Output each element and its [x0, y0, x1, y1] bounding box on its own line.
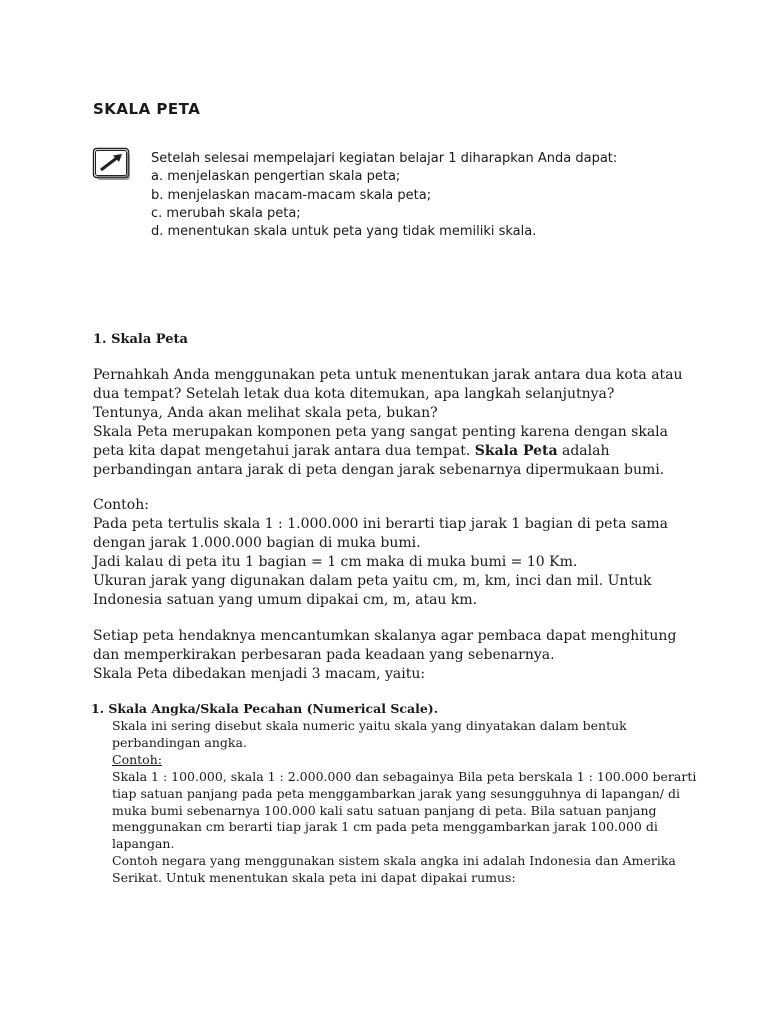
objectives-intro: Setelah selesai mempelajari kegiatan belajar 1 diharapkan Anda dapat: — [151, 151, 618, 166]
definition-post: adalah — [557, 443, 610, 460]
list-item-heading: 1. Skala Angka/Skala Pecahan (Numerical Scale). — [91, 701, 439, 716]
arrow-objective-icon — [92, 147, 132, 181]
text-line: Skala Peta dibedakan menjadi 3 macam, yaitu: — [93, 666, 426, 683]
definition-term: Skala Peta — [474, 443, 558, 460]
list-item-body — [112, 718, 696, 887]
text-line: perbandingan angka. — [112, 734, 247, 750]
text-line: dua tempat? Setelah letak dua kota ditemukan, apa langkah selanjutnya? — [93, 386, 615, 403]
objective-item: b. menjelaskan macam-macam skala peta; — [151, 187, 432, 203]
text-line: tiap satuan panjang pada peta menggambarkan jarak yang sesungguhnya di lapangan/ di — [112, 785, 680, 801]
section-heading: 1. Skala Peta — [93, 332, 188, 347]
closing-paragraph — [93, 627, 676, 684]
page-title: SKALA PETA — [93, 100, 201, 118]
text-line: Serikat. Untuk menentukan skala peta ini dapat dipakai rumus: — [112, 870, 516, 886]
intro-paragraph — [93, 366, 683, 481]
example-paragraph — [93, 496, 668, 611]
text-line: Ukuran jarak yang digunakan dalam peta yaitu cm, m, km, inci dan mil. Untuk — [93, 573, 652, 590]
text-line: dengan jarak 1.000.000 bagian di muka bumi. — [93, 535, 421, 552]
objective-item: c. merubah skala peta; — [151, 205, 301, 221]
text-line: perbandingan antara jarak di peta dengan jarak sebenarnya dipermukaan bumi. — [93, 462, 665, 479]
text-line: Jadi kalau di peta itu 1 bagian = 1 cm maka di muka bumi = 10 Km. — [93, 554, 578, 571]
objective-item: d. menentukan skala untuk peta yang tidak memiliki skala. — [151, 224, 537, 240]
text-line: menggunakan cm berarti tiap jarak 1 cm pada peta menggambarkan jarak 100.000 di — [112, 819, 658, 835]
text-line: muka bumi sebenarnya 100.000 kali satu satuan panjang di peta. Bila satuan panjang — [112, 802, 657, 818]
objective-item: a. menjelaskan pengertian skala peta; — [151, 169, 401, 185]
text-line: Pada peta tertulis skala 1 : 1.000.000 ini berarti tiap jarak 1 bagian di peta sama — [93, 516, 669, 533]
definition-line — [93, 442, 683, 461]
text-line: dan memperkirakan perbesaran pada keadaan yang sebenarnya. — [93, 647, 555, 664]
text-line: Indonesia satuan yang umum dipakai cm, m, atau km. — [93, 592, 478, 609]
text-line: Contoh: — [93, 497, 149, 513]
definition-pre: peta kita dapat mengetahui jarak antara dua tempat. — [93, 443, 475, 460]
text-line: Tentunya, Anda akan melihat skala peta, bukan? — [93, 405, 438, 422]
text-line: Skala 1 : 100.000, skala 1 : 2.000.000 dan sebagainya Bila peta berskala 1 : 100.000 berarti — [112, 768, 697, 784]
text-line: Contoh negara yang menggunakan sistem skala angka ini adalah Indonesia dan Amerika — [112, 853, 676, 869]
text-line: lapangan. — [112, 836, 175, 852]
learning-objectives — [151, 150, 617, 241]
text-line: Pernahkah Anda menggunakan peta untuk menentukan jarak antara dua kota atau — [93, 367, 683, 383]
example-label: Contoh: — [112, 751, 162, 767]
text-line: Setiap peta hendaknya mencantumkan skalanya agar pembaca dapat menghitung — [93, 628, 677, 644]
text-line: Skala Peta merupakan komponen peta yang sangat penting karena dengan skala — [93, 424, 668, 441]
text-line: Skala ini sering disebut skala numeric yaitu skala yang dinyatakan dalam bentuk — [112, 718, 627, 733]
